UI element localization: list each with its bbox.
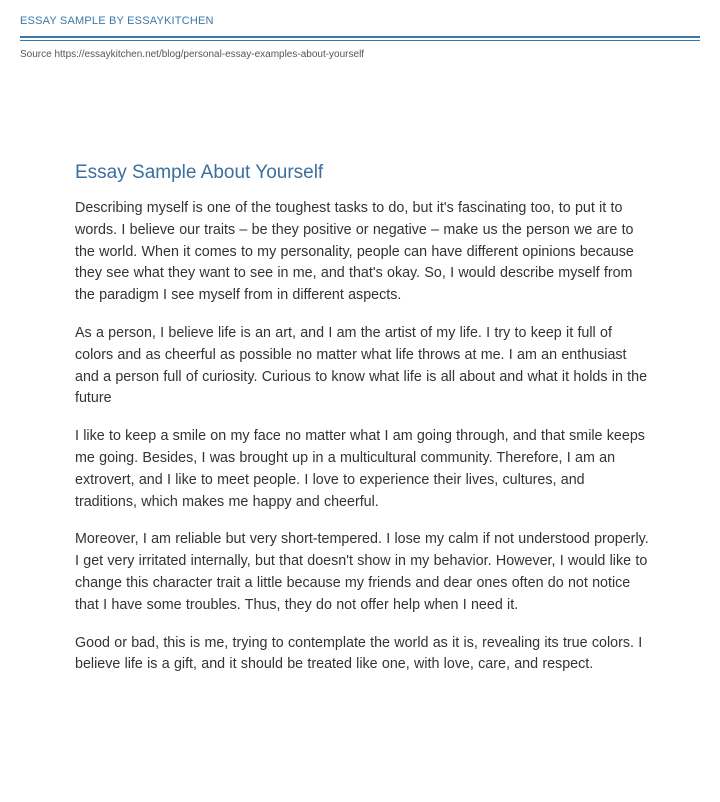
essay-paragraph-2: As a person, I believe life is an art, and I am the artist of my life. I try to keep it full of colors and as cheerful as possible no matter what life throws at me. I am an enthusiast and a person full of curiosity. Curious to know what life is all about and what it holds in the future — [75, 324, 648, 407]
source-line: Source https://essaykitchen.net/blog/personal-essay-examples-about-yourself — [20, 49, 365, 60]
essay-paragraph-5: Good or bad, this is me, trying to contemplate the world as it is, revealing its true colors. I believe life is a gift, and it should be treated like one, with love, care, and respect. — [75, 634, 643, 673]
page-header — [20, 14, 700, 61]
header-title: ESSAY SAMPLE BY ESSAYKITCHEN — [20, 15, 214, 27]
essay-paragraph-1: Describing myself is one of the toughest tasks to do, but it's fascinating too, to put it to words. I believe our traits – be they positive or negative – make us the person we are to the world. When it comes to my personality, people can have different opinions because they see what they want to see in me, and that's okay. So, I would describe myself from the paradigm I see myself from in different aspects. — [75, 200, 634, 304]
essay-body — [75, 160, 650, 692]
essay-paragraph-3: I like to keep a smile on my face no matter what I am going through, and that smile keeps me going. Besides, I was brought up in a multicultural community. Therefore, I am an extrovert, and I like to meet people. I love to experience their lives, cultures, and traditions, which makes me happy and cheerful. — [75, 428, 645, 510]
essay-title: Essay Sample About Yourself — [75, 162, 324, 183]
header-rule-thick — [20, 36, 700, 38]
essay-paragraph-4: Moreover, I am reliable but very short-tempered. I lose my calm if not understood properly. I get very irritated internally, but that doesn't show in my behavior. However, I would like to change this character trait a little because my friends and dear ones often do not notice that I have some troubles. Thus, they do not offer help when I need it. — [75, 531, 649, 613]
header-rule-thin — [20, 40, 700, 41]
